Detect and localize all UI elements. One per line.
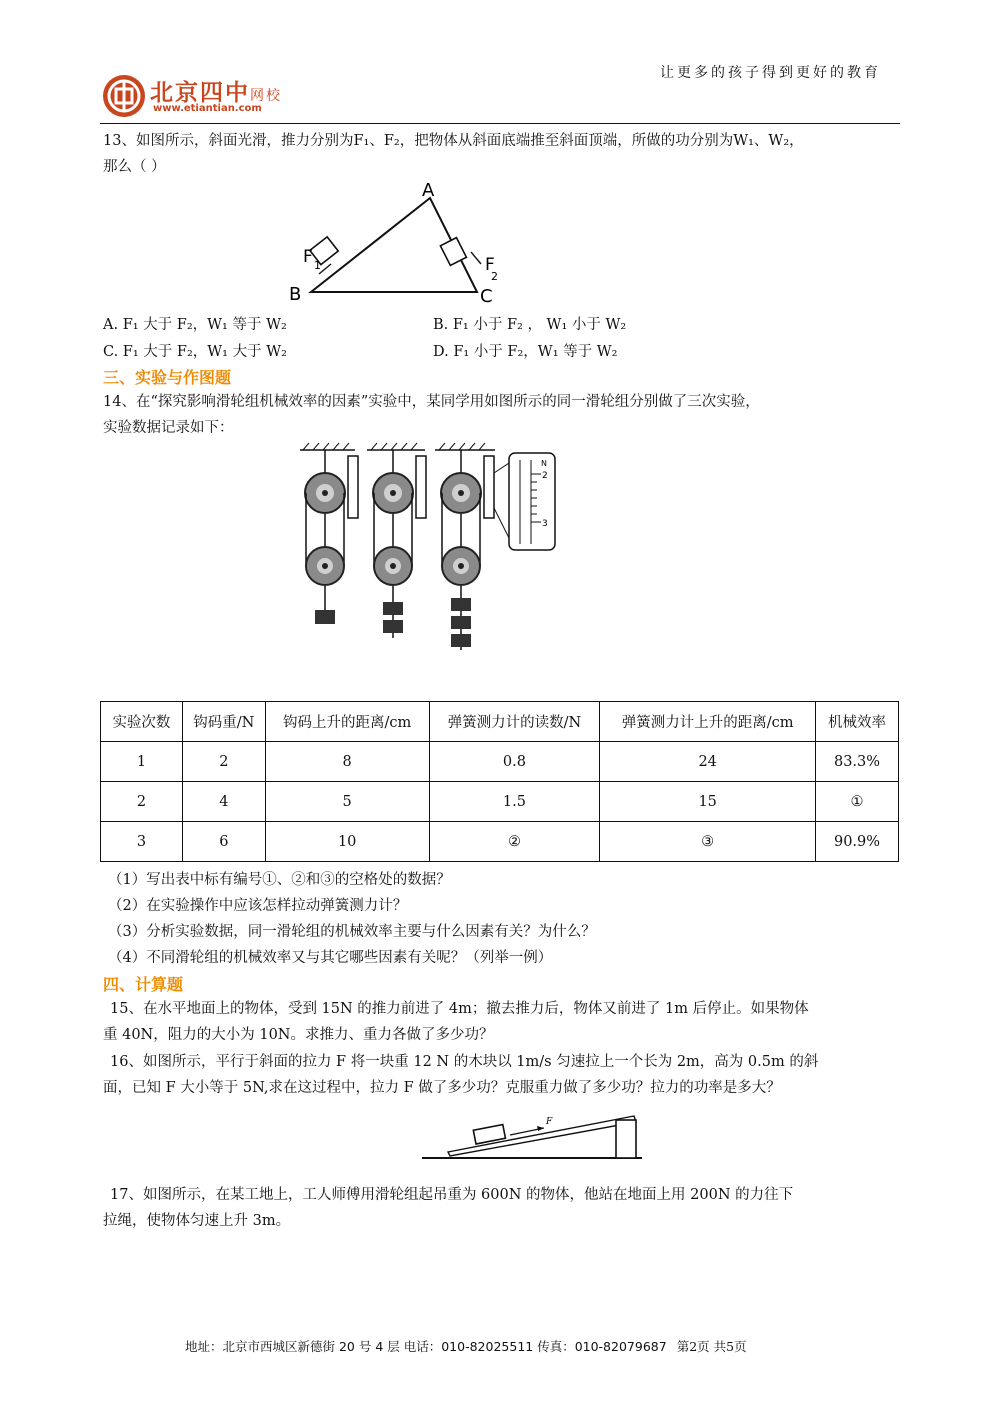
wood-block — [473, 1125, 505, 1144]
table-header: 钩码重/N — [182, 702, 265, 742]
q14-sub-4: （4）不同滑轮组的机械效率又与其它哪些因素有关呢？（列举一例） — [108, 950, 553, 966]
table-header: 钩码上升的距离/cm — [265, 702, 429, 742]
page-footer — [185, 1337, 747, 1355]
q13-text — [103, 128, 804, 180]
table-cell: 15 — [600, 782, 816, 822]
svg-text:2: 2 — [542, 471, 548, 481]
incline-pull-diagram — [420, 1106, 645, 1160]
q13-option-c: C. F₁ 大于 F₂，W₁ 大于 W₂ — [103, 344, 287, 360]
q14-sub-3: （3）分析实验数据，同一滑轮组的机械效率主要与什么因素有关？为什么？ — [108, 924, 596, 940]
footer-page-number: 第2页 共5页 — [676, 1339, 747, 1354]
table-row — [101, 742, 899, 782]
table-cell: 83.3% — [816, 742, 899, 782]
section-experiment-title: 三、实验与作图题 — [103, 368, 232, 387]
q16-text — [103, 1049, 819, 1101]
q13-option-d: D. F₁ 小于 F₂，W₁ 等于 W₂ — [433, 344, 618, 360]
label-f: F — [546, 1117, 553, 1127]
q13-line1: 13、如图所示，斜面光滑，推力分别为F₁、F₂，把物体从斜面底端推至斜面顶端，所做的功分别为W₁、W₂， — [103, 133, 804, 149]
table-cell: ① — [816, 782, 899, 822]
pulley-setup-1 — [305, 450, 358, 624]
label-f2: F — [485, 255, 495, 275]
label-f2-sub: 2 — [491, 270, 498, 283]
table-cell: 10 — [265, 822, 429, 862]
pulley-setup-3 — [441, 450, 494, 650]
table-cell: 0.8 — [429, 742, 600, 782]
table-cell: 8 — [265, 742, 429, 782]
table-header: 实验次数 — [101, 702, 183, 742]
table-row — [101, 782, 899, 822]
pulley-diagram — [295, 438, 560, 660]
q14-text — [103, 389, 760, 441]
spring-scale-zoom — [494, 453, 555, 550]
q13-option-a: A. F₁ 大于 F₂，W₁ 等于 W₂ — [103, 317, 287, 333]
table-cell: 5 — [265, 782, 429, 822]
label-f1: F — [303, 247, 313, 267]
q16-line1: 16、如图所示，平行于斜面的拉力 F 将一块重 12 N 的木块以 1m/s 匀速拉上一个长为 2m，高为 0.5m 的斜 — [110, 1054, 819, 1070]
support-block — [616, 1120, 636, 1158]
svg-text:N: N — [541, 459, 547, 468]
q17-line1: 17、如图所示，在某工地上，工人师傅用滑轮组起吊重为 600N 的物体，他站在地面上用 200N 的力往下 — [110, 1187, 794, 1203]
svg-text:3: 3 — [542, 519, 548, 529]
label-a: A — [422, 180, 435, 201]
q15-text — [103, 996, 809, 1048]
table-cell: 2 — [182, 742, 265, 782]
incline-diagram — [285, 178, 510, 306]
table-cell: 90.9% — [816, 822, 899, 862]
q16-line2: 面，已知 F 大小等于 5N,求在这过程中，拉力 F 做了多少功？克服重力做了多少功？拉力的功率是多大？ — [103, 1080, 781, 1096]
table-header: 弹簧测力计上升的距离/cm — [600, 702, 816, 742]
table-cell: 6 — [182, 822, 265, 862]
section-calculation-title: 四、计算题 — [103, 975, 184, 994]
table-cell: ③ — [600, 822, 816, 862]
q14-sub-2: （2）在实验操作中应该怎样拉动弹簧测力计？ — [108, 898, 408, 914]
table-cell: 24 — [600, 742, 816, 782]
table-header: 弹簧测力计的读数/N — [429, 702, 600, 742]
q14-subquestions — [108, 867, 596, 971]
q14-sub-1: （1）写出表中标有编号①、②和③的空格处的数据？ — [108, 872, 451, 888]
experiment-data-table — [100, 701, 899, 862]
table-cell: 4 — [182, 782, 265, 822]
brand-url: www.etiantian.com — [153, 103, 262, 114]
q15-line2: 重 40N，阻力的大小为 10N。求推力、重力各做了多少功？ — [103, 1027, 494, 1043]
q14-line1: 14、在“探究影响滑轮组机械效率的因素”实验中，某同学用如图所示的同一滑轮组分别做了三次实验， — [103, 394, 760, 410]
arrow-f2 — [471, 252, 481, 264]
table-header-row — [101, 702, 899, 742]
q13-line2: 那么（ ） — [103, 159, 166, 175]
label-b: B — [289, 284, 302, 305]
table-row — [101, 822, 899, 862]
label-c: C — [480, 286, 493, 306]
header-slogan: 让更多的孩子得到更好的教育 — [660, 65, 881, 81]
q17-line2: 拉绳，使物体匀速上升 3m。 — [103, 1213, 291, 1229]
pulley-setup-2 — [373, 450, 426, 638]
header-divider — [100, 123, 900, 124]
table-cell: 1.5 — [429, 782, 600, 822]
q14-line2: 实验数据记录如下： — [103, 420, 234, 436]
q15-line1: 15、在水平地面上的物体，受到 15N 的推力前进了 4m；撤去推力后，物体又前进了 1m 后停止。如果物体 — [110, 1001, 809, 1017]
table-header: 机械效率 — [816, 702, 899, 742]
footer-address: 地址：北京市西城区新德街 20 号 4 层 电话：010-82025511 传真：010-82079687 — [185, 1339, 667, 1354]
table-cell: 3 — [101, 822, 183, 862]
table-cell: 1 — [101, 742, 183, 782]
brand-name: 北京四中网校 — [150, 80, 282, 106]
q13-option-b: B. F₁ 小于 F₂ ， W₁ 小于 W₂ — [433, 317, 627, 333]
table-cell: 2 — [101, 782, 183, 822]
label-f1-sub: 1 — [314, 259, 321, 272]
table-cell: ② — [429, 822, 600, 862]
q17-text — [103, 1182, 794, 1234]
